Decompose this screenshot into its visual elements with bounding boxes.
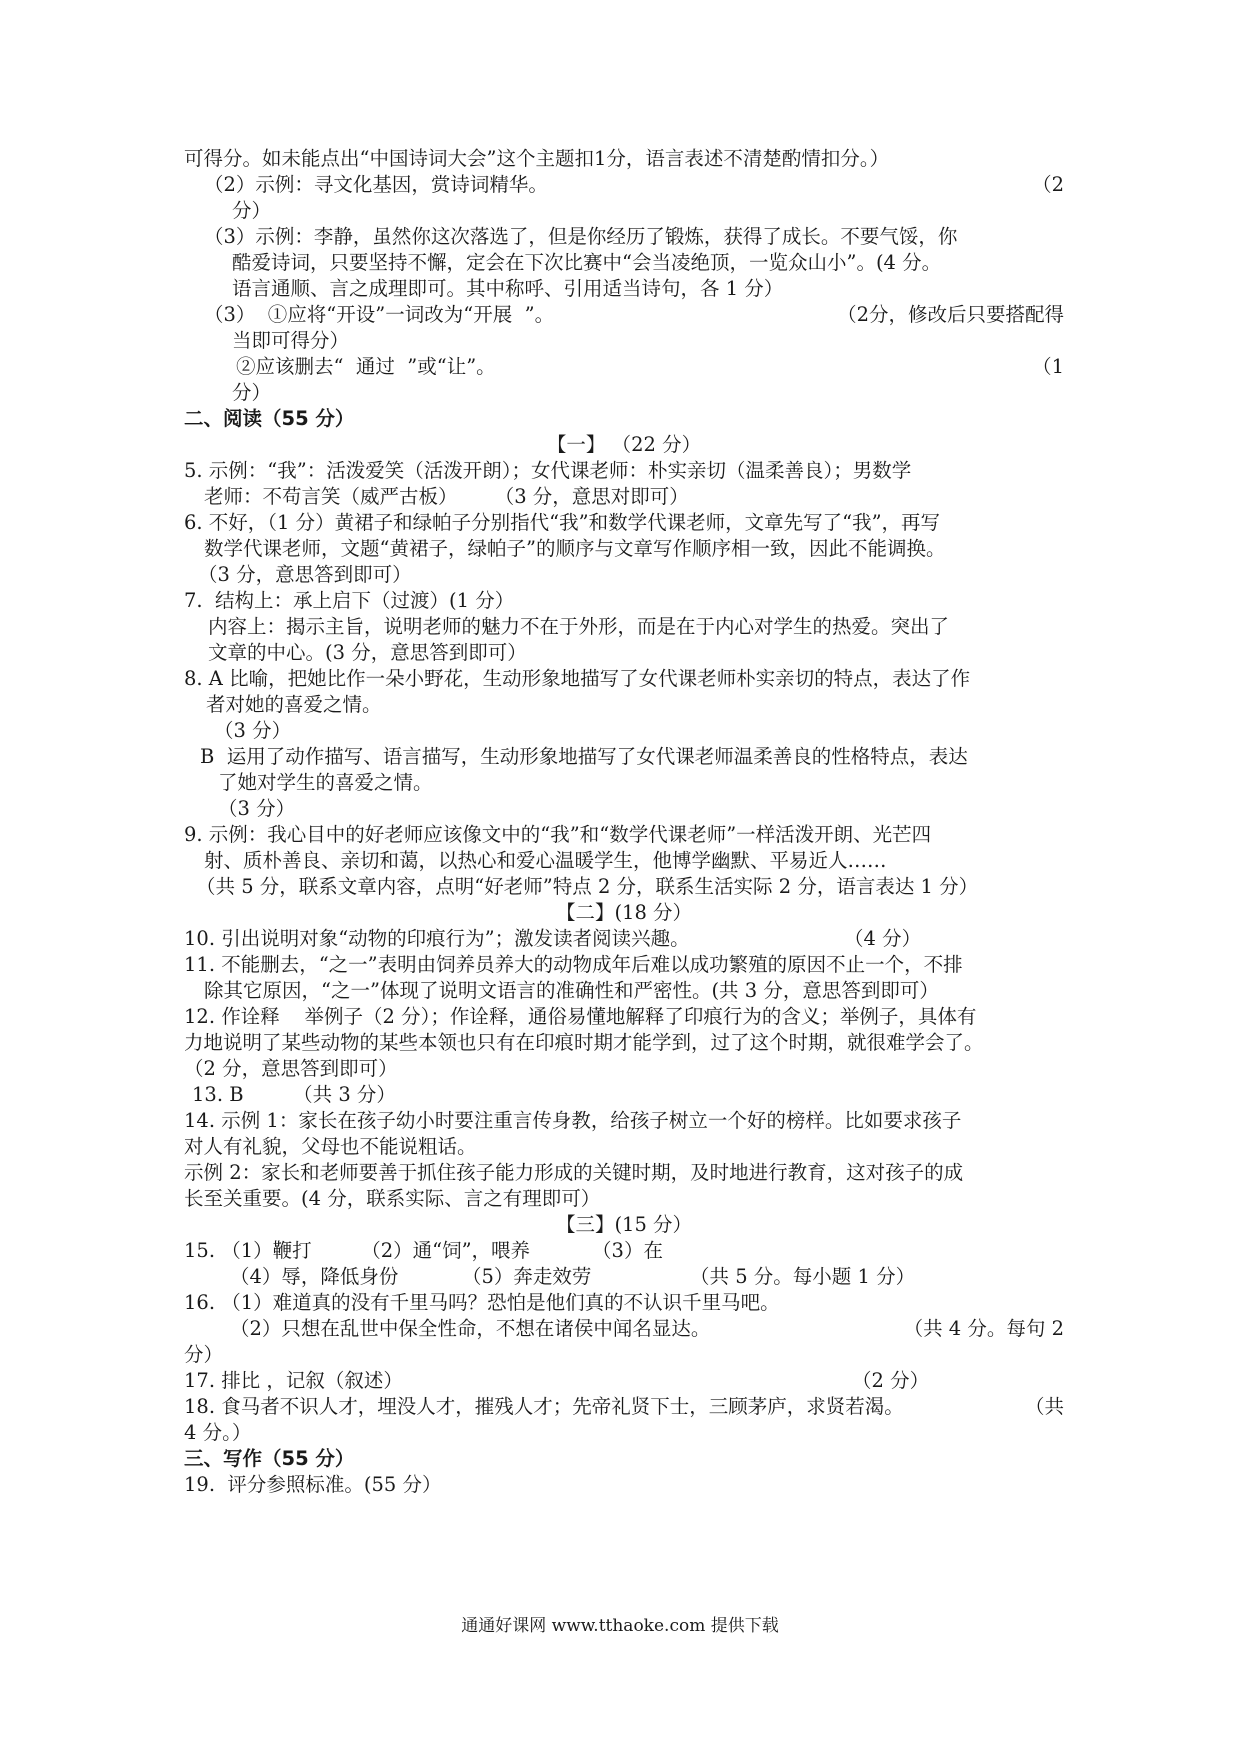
answer-line: （3 分） (214, 719, 292, 742)
answer-line: 19. 评分参照标准。(55 分） (184, 1473, 442, 1496)
answer-line: 6. 不好，（1 分）黄裙子和绿帕子分别指代“我”和数学代课老师，文章先写了“我”，再写 (184, 511, 941, 534)
answer-line: 示例 2：家长和老师要善于抓住孩子能力形成的关键时期，及时地进行教育，这对孩子的成 (184, 1161, 964, 1184)
answer-line: 射、质朴善良、亲切和蔼，以热心和爱心温暖学生，他博学幽默、平易近人…… (204, 849, 887, 872)
answer-line: 11. 不能删去，“之一”表明由饲养员养大的动物成年后难以成功繁殖的原因不止一个，不排 (184, 953, 963, 976)
text-line: ②应该删去“ 通过 ”或“让”。 (236, 355, 496, 378)
page-footer: 通通好课网 www.tthaoke.com 提供下载 (461, 1616, 779, 1636)
text-line: 酷爱诗词，只要坚持不懈，定会在下次比赛中“会当凌绝顶，一览众山小”。(4 分。 (232, 251, 942, 274)
answer-line: 14. 示例 1：家长在孩子幼小时要注重言传身教，给孩子树立一个好的榜样。比如要求孩子 (184, 1109, 962, 1132)
text-line: （2）示例：寻文化基因，赏诗词精华。 (204, 173, 548, 196)
part-title: 【三】(15 分） (555, 1213, 693, 1236)
text-line: （3）示例：李静，虽然你这次落选了，但是你经历了锻炼，获得了成长。不要气馁，你 (204, 225, 958, 248)
answer-line: 老师：不苟言笑（威严古板） （3 分，意思对即可） (204, 485, 689, 508)
answer-line: 15. （1）鞭打 （2）通“饲”，喂养 （3）在 (184, 1239, 663, 1262)
answer-line: 10. 引出说明对象“动物的印痕行为”；激发读者阅读兴趣。 (184, 927, 690, 950)
answer-line: 力地说明了某些动物的某些本领也只有在印痕时期才能学到，过了这个时期，就很难学会了。 (184, 1031, 984, 1054)
text-line: 可得分。如未能点出“中国诗词大会”这个主题扣1分，语言表述不清楚酌情扣分。） (184, 147, 890, 170)
answer-line: 16. （1）难道真的没有千里马吗？恐怕是他们真的不认识千里马吧。 (184, 1291, 780, 1314)
section-heading: 二、阅读（55 分） (184, 407, 355, 430)
score-note: （共 (1024, 1395, 1064, 1418)
answer-line: 12. 作诠释 举例子（2 分）；作诠释，通俗易懂地解释了印痕行为的含义；举例子，具体有 (184, 1005, 977, 1028)
score-note: （1 (1032, 355, 1064, 378)
score-note: 分） (184, 1343, 224, 1366)
text-line: （3） ①应将“开设”一词改为“开展 ”。 (204, 303, 555, 326)
answer-line: B 运用了动作描写、语言描写，生动形象地描写了女代课老师温柔善良的性格特点，表达 (200, 745, 968, 768)
answer-line: 17. 排比 ，记叙（叙述） (184, 1369, 403, 1392)
score-note: （4 分） (844, 927, 922, 950)
answer-line: （4）辱，降低身份 (230, 1265, 399, 1288)
answer-line: 数学代课老师，文题“黄裙子，绿帕子”的顺序与文章写作顺序相一致，因此不能调换。 (204, 537, 946, 560)
score-note: 4 分。） (184, 1421, 252, 1444)
part-title: 【一】 （22 分） (546, 433, 702, 456)
score-note: 分） (232, 381, 272, 404)
answer-line: 对人有礼貌，父母也不能说粗话。 (184, 1135, 477, 1158)
text-line: 当即可得分） (232, 329, 350, 352)
answer-line: 7. 结构上：承上启下（过渡）(1 分） (184, 589, 515, 612)
answer-line: 8. A 比喻，把她比作一朵小野花，生动形象地描写了女代课老师朴实亲切的特点，表达了作 (184, 667, 971, 690)
answer-line: 9. 示例：我心目中的好老师应该像文中的“我”和“数学代课老师”一样活泼开朗、光芒四 (184, 823, 932, 846)
score-note: （共 4 分。每句 2 (903, 1317, 1064, 1340)
answer-line: （共 5 分，联系文章内容，点明“好老师”特点 2 分，联系生活实际 2 分，语言表达 1 分） (196, 875, 979, 898)
score-note: （共 5 分。每小题 1 分） (690, 1265, 916, 1288)
score-note: （2分，修改后只要搭配得 (837, 303, 1064, 326)
answer-line: 5. 示例：“我”：活泼爱笑（活泼开朗）；女代课老师：朴实亲切（温柔善良）；男数学 (184, 459, 912, 482)
answer-line: 文章的中心。(3 分，意思答到即可） (208, 641, 527, 664)
answer-line: （2 分，意思答到即可） (184, 1057, 398, 1080)
answer-line: 13. B （共 3 分） (192, 1083, 396, 1106)
section-heading: 三、写作（55 分） (184, 1447, 355, 1470)
answer-line: （2）只想在乱世中保全性命，不想在诸侯中闻名显达。 (230, 1317, 711, 1340)
text-line: 语言通顺、言之成理即可。其中称呼、引用适当诗句，各 1 分） (232, 277, 784, 300)
score-note: 分） (232, 199, 272, 222)
answer-line: 除其它原因，“之一”体现了说明文语言的准确性和严密性。(共 3 分，意思答到即可） (204, 979, 939, 1002)
answer-line: （3 分，意思答到即可） (198, 563, 412, 586)
answer-line: （5）奔走效劳 (462, 1265, 592, 1288)
answer-line: 18. 食马者不识人才，埋没人才，摧残人才；先帝礼贤下士，三顾茅庐，求贤若渴。 (184, 1395, 904, 1418)
answer-line: （3 分） (218, 797, 296, 820)
score-note: （2 (1032, 173, 1064, 196)
answer-line: 者对她的喜爱之情。 (206, 693, 382, 716)
score-note: （2 分） (852, 1369, 930, 1392)
answer-line: 了她对学生的喜爱之情。 (218, 771, 433, 794)
answer-line: 长至关重要。(4 分，联系实际、言之有理即可） (184, 1187, 601, 1210)
part-title: 【二】(18 分） (555, 901, 693, 924)
answer-line: 内容上：揭示主旨，说明老师的魅力不在于外形，而是在于内心对学生的热爱。突出了 (208, 615, 950, 638)
